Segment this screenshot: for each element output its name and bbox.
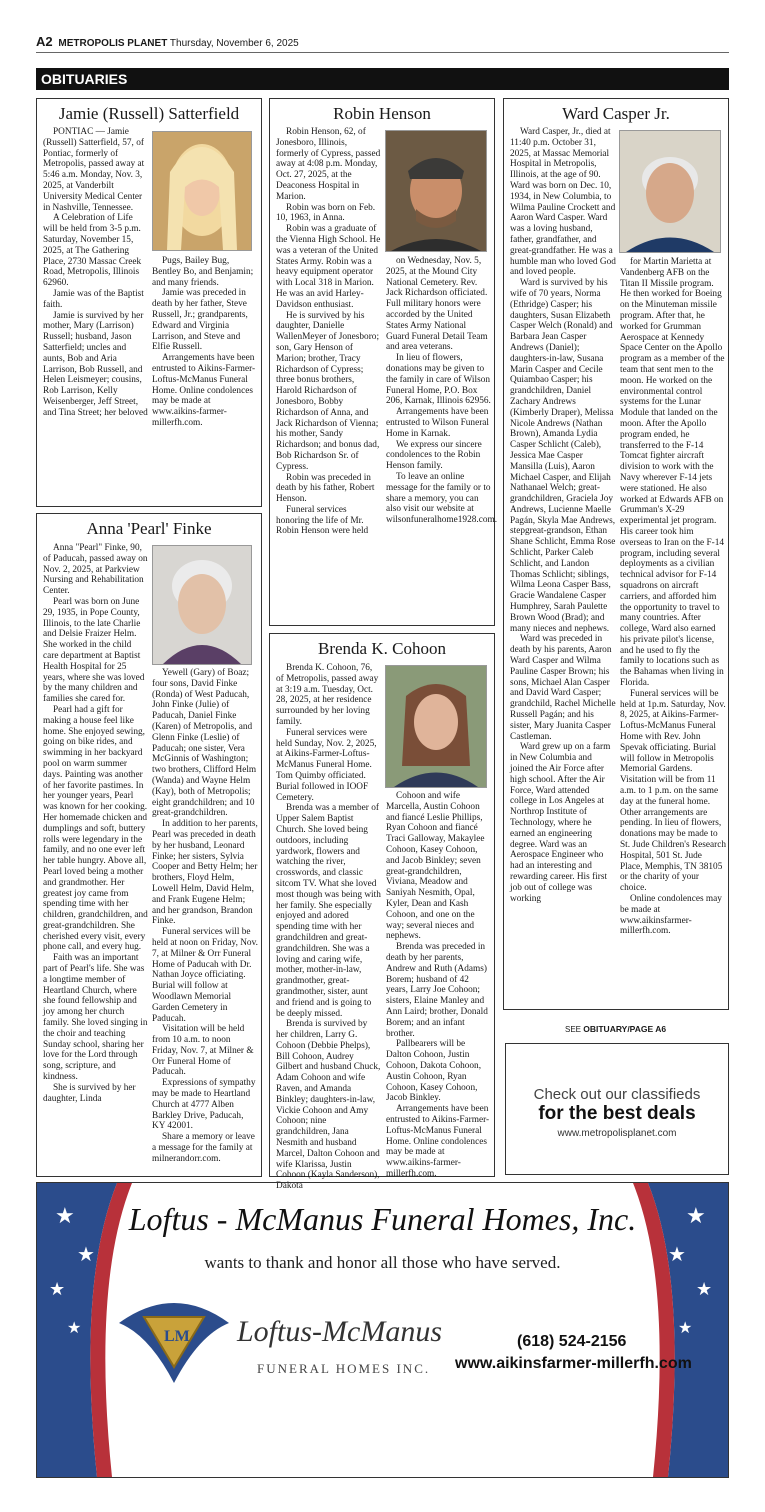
- obit-paragraph: for Martin Marietta at Vandenberg AFB on the Titan II Missile program. He then worked for Boeing on the Minuteman missile program. After that, he worked for Grumman Aerospace at Kennedy Space Center on the Apollo program as a member of the team that sent men to the moon. He worked on the environmental control systems for the Lunar Module that landed on the moon. After the Apollo program ended, he transferred to the F-14 Tomcat fighter aircraft division to work with the Navy wherever F-14 jets were stationed. He also worked at Edwards AFB on Grumman's X-29 experimental jet program. His career took him overseas to Iran on the F-14 program, including several deployments as a civilian technical advisor for F-14 squadrons on aircraft carriers, and afforded him the opportunity to travel to many countries. After college, Ward also earned his private pilot's license, and he used to fly the family to locations such as the Bahamas when living in Florida.: [620, 257, 725, 689]
- obit-paragraph: Pearl had a gift for making a house feel like home. She enjoyed sewing, going on bike rides, and swimming in her backyard pool on warm summer days. Painting was another of her favorite pastimes. In her younger years, Pearl was known for her cooking. Her homemade chicken and dumplings and soft, buttery rolls were legendary in the family, and no one ever left her table hungry. Above all, Pearl loved being a mother and grandmother. Her greatest joy came from spending time with her children, grandchildren, and great-grandchildren. She cherished every visit, every phone call, and every hug.: [43, 704, 148, 953]
- obit-paragraph: Robin was preceded in death by his father, Robert Henson.: [276, 472, 375, 505]
- portrait-photo: [385, 130, 487, 252]
- page-number: A2: [36, 34, 53, 49]
- obit-paragraph: Pallbearers will be Dalton Cohoon, Justin Cohoon, Dakota Cohoon, Austin Cohoon, Ryan Cohoon, Kasey Cohoon, Jacob Binkley.: [386, 1039, 482, 1104]
- svg-text:★: ★: [55, 1204, 75, 1229]
- obit-paragraph: He is survived by his daughter, Danielle WallenMeyer of Jonesboro; son, Gary Henson of Marion; brother, Tracy Richardson of Cypress; three bonus brothers, Harold Richardson of Jonesboro, Bobby Richardson of Anna, and Jack Richardson of Vienna; his mother, Sandy Richardson; and bonus dad, Bob Richardson Sr. of Cypress.: [276, 310, 380, 472]
- obit-name: Jamie (Russell) Satterfield: [58, 104, 240, 123]
- obit-paragraph: Jamie is survived by her mother, Mary (Larrison) Russell; husband, Jason Satterfield; uncles and aunts, Bob and Aria Larrison, Bob Russell, and Helen Leismeyer; cousins, Rob Larrison, Kelly Weisenberger, Jeff Street, and Tina Street; her beloved: [43, 310, 148, 418]
- portrait-photo: [152, 545, 252, 665]
- obit-paragraph: Faith was an important part of Pearl's life. She was a longtime member of Heartland Church, where she found fellowship and joy among her church family. She loved singing in the choir and teaching Sunday school, sharing her love for the Lord through song, scripture, and kindness.: [43, 953, 148, 1083]
- obit-paragraph: Anna "Pearl" Finke, 90, of Paducah, passed away on Nov. 2, 2025, at Parkview Nursing and Rehabilitation Center.: [43, 543, 148, 597]
- obit-paragraph: Ward was preceded in death by his parents, Aaron Ward Casper and Wilma Pauline Casper Brown; his sons, Michael Alan Casper and David Ward Casper; grandchild, Rachel Michelle Russell Pagán; and his sister, Mary Juanita Casper Castleman.: [510, 634, 616, 742]
- portrait-photo: [152, 131, 252, 251]
- obit-paragraph: She is survived by her daughter, Linda: [43, 1082, 136, 1104]
- ad-phone[interactable]: (618) 524-2156: [517, 1333, 627, 1350]
- obit-paragraph: Brenda is survived by her children, Larry G. Cohoon (Debbie Phelps), Bill Cohoon, Audrey Gilbert and husband Chuck, Adam Cohoon and wife Raven, and Amanda Binkley; daughters-in-law, Vickie Cohoon and Amy Cohoon; nine grandchildren, Jana Nesmith and husband Marcel, Dalton Cohoon and wife Klarissa, Justin Cohoon (Kayla Sanderson), Dakota: [276, 1019, 381, 1192]
- section-bar: [36, 68, 729, 90]
- obit-paragraph: Brenda was a member of Upper Salem Baptist Church. She loved being outdoors, including yardwork, flowers and watching the river, crosswords, and classic sitcom TV. What she loved most though was being with her family. She especially enjoyed and adored spending time with her grandchildren and great-grandchildren. She was a loving and caring wife, mother, mother-in-law, grandmother, great-grandmother, sister, aunt and friend and is going to be deeply missed.: [276, 803, 381, 1019]
- obit-name: Robin Henson: [333, 104, 431, 123]
- obit-paragraph: Funeral services honoring the life of Mr. Robin Henson were held: [276, 504, 369, 537]
- obit-paragraph: To leave an online message for the family or to share a memory, you can also visit our website at wilsonfuneralhome1928.com.: [386, 471, 498, 526]
- obit-paragraph: Funeral services will be held at noon on Friday, Nov. 7, at Milner & Orr Funeral Home of Paducah with Dr. Nathan Joyce officiating. Burial will follow at Woodlawn Memorial Garden Cemetery in Paducah.: [152, 927, 258, 1024]
- svg-text:LM: LM: [164, 1328, 190, 1345]
- obit-paragraph: Robin was a graduate of the Vienna High School. He was a veteran of the United States Army. Robin was a heavy equipment operator with Local 318 in Marion. He was an avid Harley-Davidson enthusiast.: [276, 224, 381, 310]
- obit-paragraph: Pugs, Bailey Bug, Bentley Bo, and Benjamin; and many friends.: [152, 256, 254, 288]
- obit-paragraph: Jamie was of the Baptist faith.: [43, 288, 144, 310]
- portrait-photo: [619, 130, 721, 253]
- masthead: [36, 34, 299, 49]
- obit-paragraph: Arrangements have been entrusted to Wilson Funeral Home in Karnak.: [386, 407, 489, 439]
- obit-paragraph: PONTIAC — Jamie (Russell) Satterfield, 57, of Pontiac, formerly of Metropolis, passed away at 5:46 a.m. Monday, Nov. 3, 2025, at Vanderbilt University Medical Center in Nashville, Tennessee.: [43, 127, 145, 213]
- obit-paragraph: Ward grew up on a farm in New Columbia and joined the Air Force after high school. After the Air Force, Ward attended college in Los Angeles at Northrop Institute of Technology, where he earned an engineering degree. Ward was an Aerospace Engineer who had an interesting and rewarding career. His first job out of college was working: [510, 742, 611, 904]
- obit-body-col2: [386, 791, 491, 1179]
- obit-body-col1: [276, 663, 381, 1192]
- section-title: OBITUARIES: [41, 71, 128, 87]
- ad-logo-script: Loftus-McManus: [237, 1315, 442, 1348]
- see-target: OBITUARY/PAGE A6: [583, 1024, 667, 1034]
- svg-text:★: ★: [696, 1279, 713, 1300]
- svg-text:★: ★: [678, 1318, 693, 1337]
- obit-body-col2: [386, 256, 498, 624]
- obit-paragraph: Robin Henson, 62, of Jonesboro, Illinois, formerly of Cypress, passed away at 4:08 p.m. Monday, Oct. 27, 2025, at the Deaconess Hospital in Marion.: [276, 127, 381, 202]
- see-reference: [565, 1024, 666, 1034]
- obit-paragraph: on Wednesday, Nov. 5, 2025, at the Mound City National Cemetery. Rev. Jack Richardson officiated. Full military honors were accorded by the United States Army National Guard Funeral Detail Team and area veterans.: [386, 256, 488, 353]
- portrait-photo: [385, 665, 487, 788]
- obit-body-col1: [43, 127, 148, 505]
- obit-paragraph: Ward Casper, Jr., died at 11:40 p.m. October 31, 2025, at Massac Memorial Hospital in Metropolis, Illinois, at the age of 90. Ward was born on Dec. 10, 1934, in New Columbia, to Wilma Pauline Crockett and Aaron Ward Casper. Ward was a loving husband, father, grandfather, and great-grandfather. He was a humble man who loved God and loved people.: [510, 127, 616, 278]
- obit-paragraph: Share a memory or leave a message for the family at milnerandorr.com.: [152, 1132, 255, 1164]
- obit-paragraph: Brenda was preceded in death by her parents, Andrew and Ruth (Adams) Borem; husband of 42 years, Larry Joe Cohoon; sisters, Elaine Manley and Ann Laird; brother, Donald Borem; and an infant brother.: [386, 942, 488, 1039]
- svg-text:★: ★: [686, 1204, 706, 1229]
- obit-paragraph: Funeral services will be held at 1p.m. Saturday, Nov. 8, 2025, at Aikins-Farmer-Loftus-McManus Funeral Home with Rev. John Spevak officiating. Burial will follow in Metropolis Memorial Gardens. Visitation will be from 11 a.m. to 1 p.m. on the same day at the funeral home. Other arrangements are pending. In lieu of flowers, donations may be made to St. Jude Children's Research Hospital, 501 St. Jude Place, Memphis, TN 38105 or the charity of your choice.: [620, 688, 726, 894]
- ad-subtitle: wants to thank and honor all those who have served.: [204, 1253, 561, 1272]
- classifieds-line1: Check out our classifieds: [533, 1086, 701, 1103]
- obit-body-col2: [620, 257, 726, 1007]
- see-prefix: SEE: [565, 1025, 582, 1034]
- classifieds-line2: for the best deals: [538, 1103, 696, 1124]
- masthead-rule: [36, 52, 729, 53]
- obit-paragraph: In lieu of flowers, donations may be given to the family in care of Wilson Funeral Home, P.O. Box 206, Karnak, Illinois 62956.: [386, 353, 491, 407]
- obit-paragraph: Visitation will be held from 10 a.m. to noon Friday, Nov. 7, at Milner & Orr Funeral Home of Paducah.: [152, 1024, 254, 1078]
- obit-paragraph: Robin was born on Feb. 10, 1963, in Anna.: [276, 202, 376, 224]
- obit-paragraph: Online condolences may be made at www.aikinsfarmer-millerfh.com.: [620, 894, 722, 937]
- obit-body-col2: [152, 668, 258, 1175]
- ad-title: Loftus - McManus Funeral Homes, Inc.: [128, 1201, 637, 1237]
- paper-name: METROPOLIS PLANET: [58, 38, 168, 49]
- svg-text:★: ★: [77, 1242, 95, 1266]
- obit-name: Ward Casper Jr.: [562, 104, 670, 123]
- svg-text:★: ★: [67, 1318, 82, 1337]
- obit-paragraph: Expressions of sympathy may be made to Heartland Church at 4777 Alben Barkley Drive, Paducah, KY 42001.: [152, 1078, 256, 1132]
- obit-name: Anna 'Pearl' Finke: [86, 519, 212, 538]
- obit-paragraph: Yewell (Gary) of Boaz; four sons, David Finke (Ronda) of West Paducah, John Finke (Julie) of Paducah, Daniel Finke (Karen) of Metropolis, and Glenn Finke (Leslie) of Paducah; one sister, Vera McGinnis of Washington; two brothers, Clifford Helm (Wanda) and Wayne Helm (Kay), both of Metropolis; eight grandchildren; and 10 great-grandchildren.: [152, 668, 257, 819]
- obit-paragraph: Brenda K. Cohoon, 76, of Metropolis, passed away at 3:19 a.m. Tuesday, Oct. 28, 2025, at her residence surrounded by her loving family.: [276, 663, 379, 727]
- ad-website[interactable]: www.aikinsfarmer-millerfh.com: [455, 1355, 692, 1372]
- funeral-home-ad: [36, 1182, 729, 1478]
- classifieds-url[interactable]: www.metropolisplanet.com: [557, 1128, 677, 1139]
- svg-text:★: ★: [49, 1279, 66, 1300]
- obit-paragraph: We express our sincere condolences to the Robin Henson family.: [386, 439, 482, 472]
- ad-logo-sub: FUNERAL HOMES INC.: [257, 1361, 431, 1376]
- svg-text:★: ★: [668, 1242, 686, 1266]
- obit-body-col1: [510, 127, 616, 1007]
- obit-paragraph: Arrangements have been entrusted to Aikins-Farmer-Loftus-McManus Funeral Home. Online condolences may be made at www.aikins-farmer-millerfh.com.: [152, 353, 256, 428]
- obit-body-col1: [43, 543, 148, 1175]
- classifieds-ad[interactable]: [505, 1043, 729, 1175]
- obit-paragraph: Cohoon and wife Marcella, Austin Cohoon and fiancé Leslie Phillips, Ryan Cohoon and fiancé Traci Galloway, Makaylee Cohoon, Kasey Cohoon, and Jacob Binkley; seven great-grandchildren, Viviana, Meadow and Saniyah Nesmith, Opal, Kyler, Dean and Kash Cohoon, and one on the way; several nieces and nephews.: [386, 791, 485, 942]
- obit-paragraph: Jamie was preceded in death by her father, Steve Russell, Jr.; grandparents, Edward and Virginia Larrison, and Steve and Elfie Russell.: [152, 288, 248, 353]
- obit-body-col2: [152, 256, 256, 505]
- obit-paragraph: Ward is survived by his wife of 70 years, Norma (Ethridge) Casper; his daughters, Susan Elizabeth Casper Welch (Ronald) and Barbara Jean Casper Andrews (Daniel); daughters-in-law, Susana Marin Casper and Cecile Quiambao Casper; his grandchildren, Daniel Zachary Andrews (Kimberly Draper), Melissa Nicole Andrews (Nathan Brown), Amanda Lydia Casper Schlicht (Caleb), Jessica Mae Casper Mansilla (Luis), Aaron Michael Casper, and Elijah Nathanael Welch; great-grandchildren, Graciela Joy Andrews, Lucienne Maelle Pagán, Skyla Mae Andrews, stepgreat-grandson, Ethan Shane Schlicht, Emma Rose Schlicht, Parker Caleb Schlicht, and Landon Thomas Schlicht; siblings, Wilma Leona Casper Bass, Gracie Wandalene Casper Humphrey, Sarah Paulette Brown Wood (Brad); and many nieces and nephews.: [510, 278, 616, 634]
- obit-paragraph: In addition to her parents, Pearl was preceded in death by her husband, Leonard Finke; her sisters, Sylvia Cooper and Betty Helm; her brothers, Floyd Helm, Lowell Helm, David Helm, and Frank Eugene Helm; and her grandson, Brandon Finke.: [152, 819, 258, 927]
- obit-paragraph: Funeral services were held Sunday, Nov. 2, 2025, at Aikins-Farmer-Loftus-McManus Funeral Home. Tom Quimby officiated. Burial followed in IOOF Cemetery.: [276, 727, 377, 803]
- obit-paragraph: Arrangements have been entrusted to Aikins-Farmer-Loftus-McManus Funeral Home. Online condolences may be made at www.aikins-farmer-millerfh.com.: [386, 1104, 490, 1179]
- obit-body-col1: [276, 127, 381, 624]
- obit-paragraph: Pearl was born on June 29, 1935, in Pope County, Illinois, to the late Charlie and Delsie Fraizer Helm. She worked in the child care department at Baptist Health Hospital for 25 years, where she was loved by the many children and families she cared for.: [43, 596, 145, 705]
- issue-date: Thursday, November 6, 2025: [169, 38, 299, 49]
- obit-name: Brenda K. Cohoon: [318, 639, 446, 658]
- logo-emblem: [119, 1295, 229, 1383]
- obit-paragraph: A Celebration of Life will be held from 3-5 p.m. Saturday, November 15, 2025, at The Gathering Place, 2730 Massac Creek Road, Metropolis, Illinois 62960.: [43, 213, 142, 289]
